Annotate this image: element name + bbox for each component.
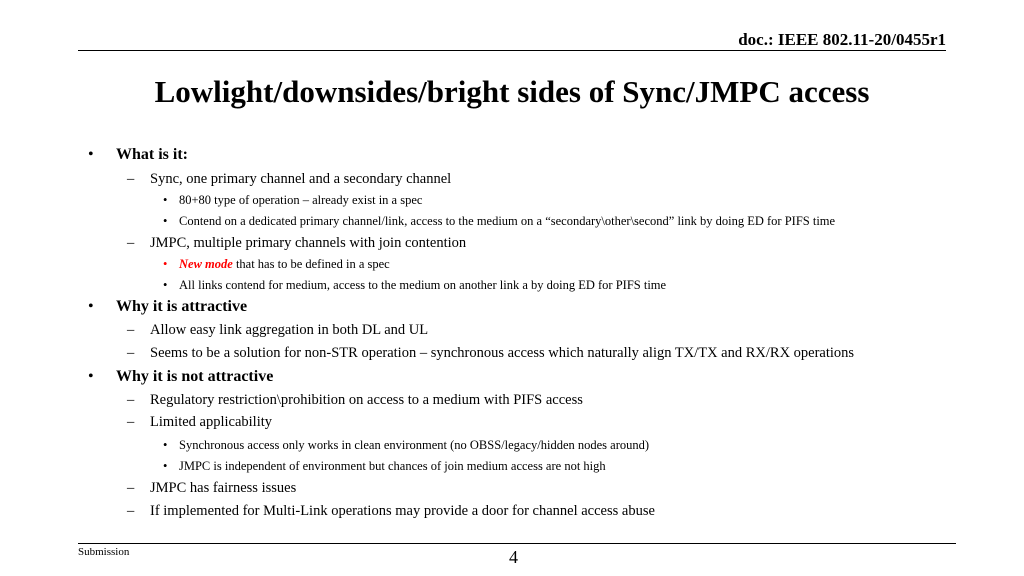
list-item: – Allow easy link aggregation in both DL and UL [127, 322, 429, 338]
dash-icon: – [127, 414, 135, 430]
list-item: • All links contend for medium, access to the medium on another link a by doing ED for PIFS time [163, 278, 667, 292]
list-item: – JMPC, multiple primary channels with join contention [127, 235, 467, 251]
dash-icon: – [127, 235, 135, 251]
dash-icon: – [127, 322, 135, 338]
dash-icon: – [127, 392, 135, 408]
list-item: – JMPC has fairness issues [127, 480, 297, 496]
list-item: – Limited applicability [127, 414, 273, 430]
bullet-icon: • [163, 459, 168, 473]
footer-submission-label: Submission [78, 546, 130, 558]
list-item: – Seems to be a solution for non-STR operation – synchronous access which naturally align TX/TX and RX/RX operations [127, 345, 855, 361]
list-item: – Sync, one primary channel and a secondary channel [127, 171, 452, 187]
dash-icon: – [127, 345, 135, 361]
footer-divider [78, 543, 956, 544]
bullet-icon: • [163, 278, 168, 292]
bullet-icon: • [163, 214, 168, 228]
new-mode-highlight: New mode [179, 257, 233, 271]
list-item: – Regulatory restriction\prohibition on access to a medium with PIFS access [127, 392, 583, 408]
doc-id-header: doc.: IEEE 802.11-20/0455r1 [738, 30, 946, 49]
dash-icon: – [127, 480, 135, 496]
dash-icon: – [127, 503, 135, 519]
list-item: • New mode that has to be defined in a spec [163, 257, 390, 271]
list-item: • JMPC is independent of environment but chances of join medium access are not high [163, 459, 606, 473]
bullet-icon: • [88, 298, 94, 315]
list-item: – If implemented for Multi-Link operations may provide a door for channel access abuse [127, 503, 655, 519]
list-item: • Synchronous access only works in clean environment (no OBSS/legacy/hidden nodes around) [163, 438, 650, 452]
dash-icon: – [127, 171, 135, 187]
bullet-icon: • [163, 193, 168, 207]
list-item: • 80+80 type of operation – already exist in a spec [163, 193, 423, 207]
page-number: 4 [509, 547, 518, 567]
bullet-icon: • [88, 146, 94, 163]
bullet-icon: • [88, 368, 94, 385]
section-heading: • What is it: [88, 146, 188, 163]
bullet-icon: • [163, 438, 168, 452]
list-item: • Contend on a dedicated primary channel/link, access to the medium on a “secondary\other\second” link by doing ED for PIFS time [163, 214, 836, 228]
section-heading: • Why it is attractive [88, 298, 248, 315]
slide-title: Lowlight/downsides/bright sides of Sync/JMPC access [154, 74, 870, 109]
section-heading: • Why it is not attractive [88, 368, 274, 385]
bullet-icon: • [163, 257, 168, 271]
